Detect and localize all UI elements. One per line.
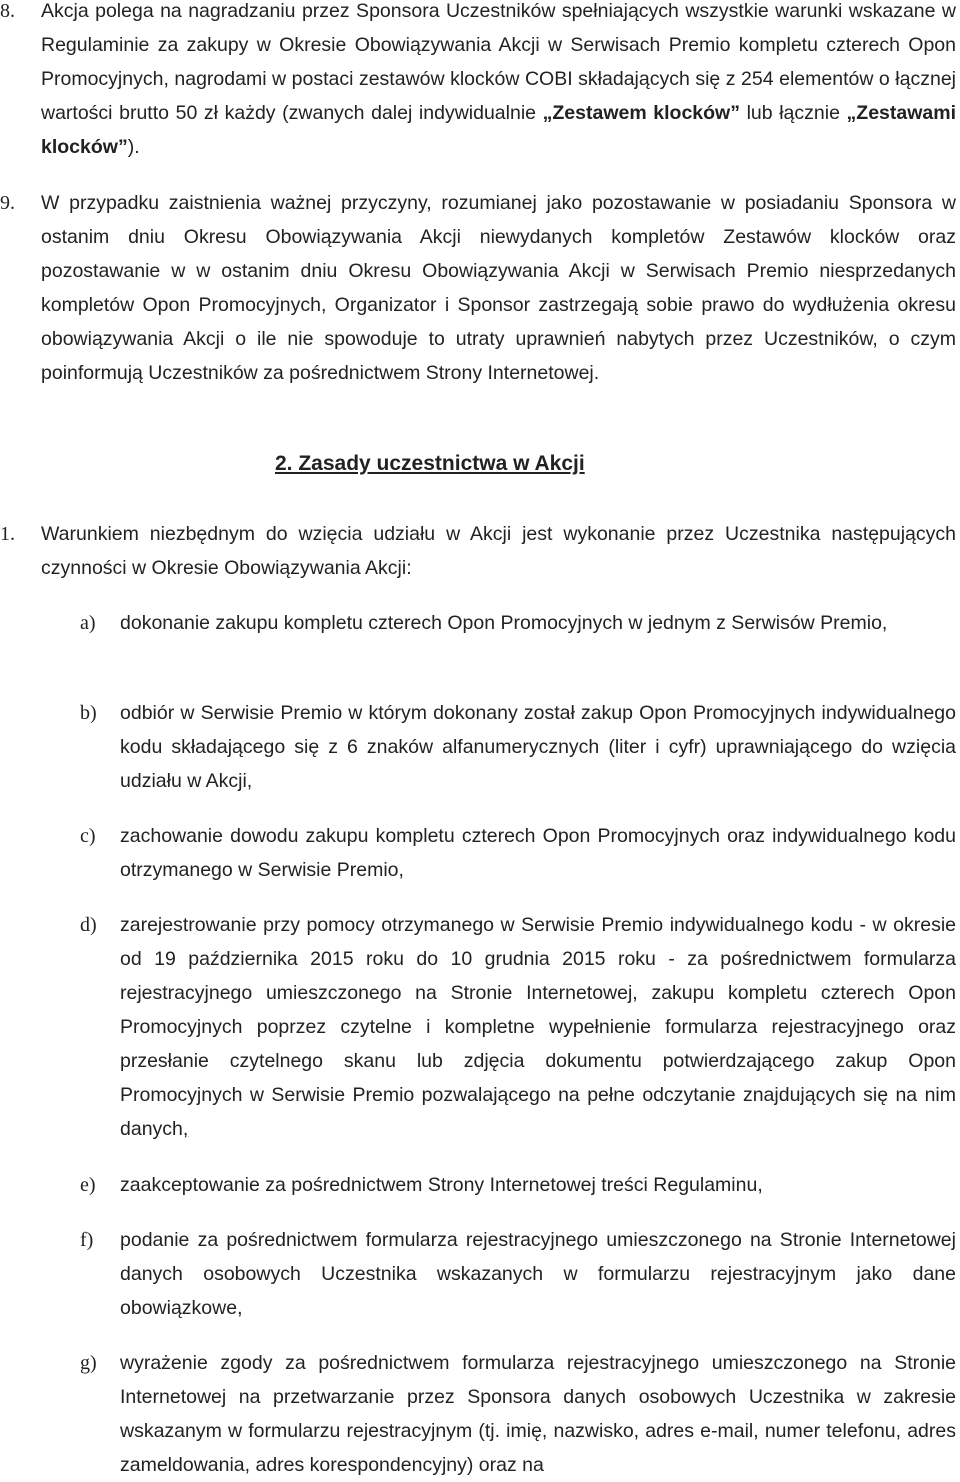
list-item-text: wyrażenie zgody za pośrednictwem formularza rejestracyjnego umieszczonego na Stronie Internetowej na przetwarzanie przez Sponsora danych osobowych Uczestnika w zakresie wskazanym w formularzu rejestracyjnym (tj. imię, nazwisko, adres e-mail, numer telefonu, adres zameldowania, adres korespondencyjny) oraz na [120,1352,956,1476]
paragraph-text: W przypadku zaistnienia ważnej przyczyny, rozumianej jako pozostawanie w posiadaniu Sponsora w ostanim dniu Okresu Obowiązywania Akcji niewydanych kompletów Zestawów klocków oraz pozostawanie w w ostanim dniu Okresu Obowiązywania Akcji w Serwisach Premio niesprzedanych kompletów Opon Promocyjnych, Organizator i Sponsor zastrzegają sobie prawo do wydłużenia okresu obowiązywania Akcji o ile nie spowoduje to utraty uprawnień nabytych przez Uczestników, o czym poinformują Uczestników za pośrednictwem Strony Internetowej. [41,192,956,384]
list-marker: g) [80,1352,97,1374]
bold-term: „Zestawami klocków” [41,102,957,158]
list-marker: d) [80,914,97,936]
list-item-c [0,819,960,887]
paragraph-number: 1. [0,523,15,545]
list-marker: e) [80,1174,96,1196]
paragraph-number: 8. [0,0,15,22]
list-marker: b) [80,702,97,724]
list-item-text: odbiór w Serwisie Premio w którym dokonany został zakup Opon Promocyjnych indywidualnego kodu składającego się z 6 znaków alfanumerycznych (liter i cyfr) uprawniającego do wzięcia udziału w Akcji, [120,702,956,792]
paragraph-text: Akcja polega na nagradzaniu przez Sponsora Uczestników spełniających wszystkie warunki wskazane w Regulaminie za zakupy w Okresie Obowiązywania Akcji w Serwisach Premio kompletu czterech Opon Promocyjnych, nagrodami w postaci zestawów klocków COBI składających się z 254 elementów o łącznej wartości brutto 50 zł każdy (zwanych dalej indywidualnie „Zestawem klocków” lub łącznie „Zestawami klocków”). [41,0,957,158]
section-2-paragraph-1 [0,517,960,585]
list-item-a [0,606,960,640]
list-item-text: zaakceptowanie za pośrednictwem Strony Internetowej treści Regulaminu, [120,1174,763,1196]
list-item-text: zarejestrowanie przy pomocy otrzymanego w Serwisie Premio indywidualnego kodu - w okresie od 19 października 2015 roku do 10 grudnia 2015 roku - za pośrednictwem formularza rejestracyjnego umieszczonego na Stronie Internetowej, zakupu kompletu czterech Opon Promocyjnych poprzez czytelne i kompletne wypełnienie formularza rejestracyjnego oraz przesłanie czytelnego skanu lub zdjęcia dokumentu potwierdzającego zakup Opon Promocyjnych w Serwisie Premio pozwalającego na pełne odczytanie znajdujących się na nim danych, [120,914,956,1140]
paragraph-number: 9. [0,192,15,214]
list-marker: a) [80,612,96,634]
list-item-b [0,696,960,798]
list-item-d [0,908,960,1146]
list-item-g [0,1346,960,1482]
list-marker: c) [80,825,96,847]
underlined-comma: , [182,1118,189,1140]
bold-term: „Zestawem klocków” [542,102,740,124]
list-item-text: podanie za pośrednictwem formularza rejestracyjnego umieszczonego na Stronie Internetowej danych osobowych Uczestnika wskazanych w formularzu rejestracyjnym jako dane obowiązkowe, [120,1229,956,1319]
paragraph-9 [0,186,960,390]
paragraph-8 [0,0,960,164]
section-heading: 2. Zasady uczestnictwa w Akcji [275,452,585,475]
paragraph-text: Warunkiem niezbędnym do wzięcia udziału w Akcji jest wykonanie przez Uczestnika następujących czynności w Okresie Obowiązywania Akcji: [41,523,956,579]
list-item-text: zachowanie dowodu zakupu kompletu czterech Opon Promocyjnych oraz indywidualnego kodu otrzymanego w Serwisie Premio, [120,825,956,881]
list-item-f [0,1223,960,1325]
list-item-e [0,1168,960,1202]
list-marker: f) [80,1229,94,1251]
list-item-text: dokonanie zakupu kompletu czterech Opon Promocyjnych w jednym z Serwisów Premio, [120,612,888,634]
